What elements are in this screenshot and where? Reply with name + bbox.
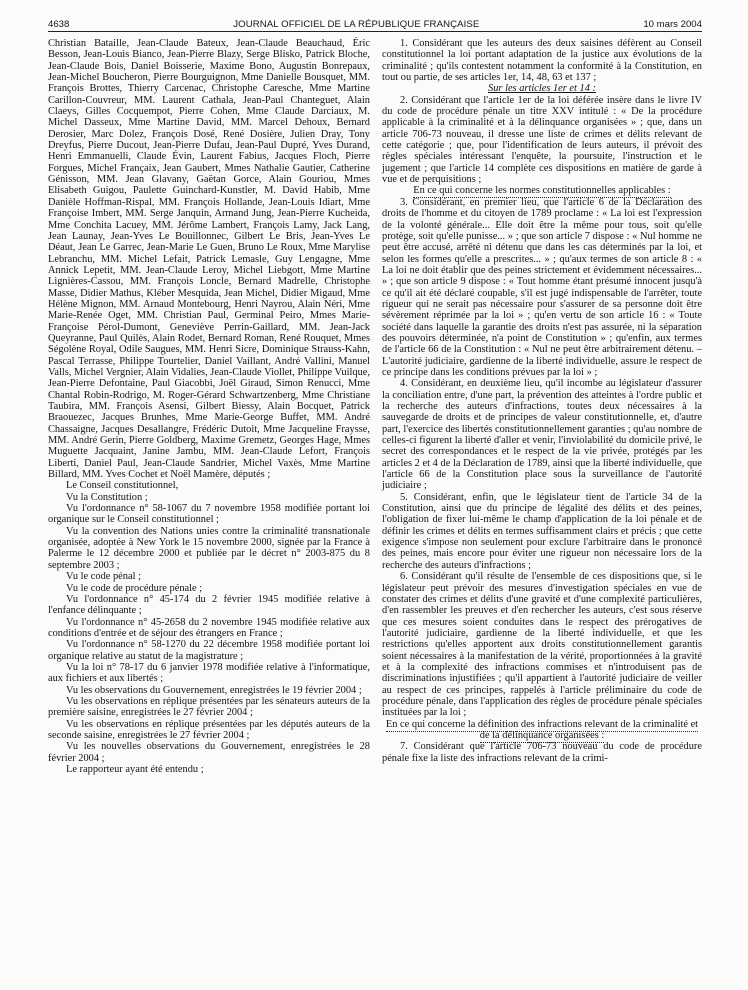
right-column bbox=[382, 38, 702, 764]
visa-line: Vu l'ordonnance n° 45-2658 du 2 novembre 1945 modifiée relative aux conditions d'entrée et de séjour des étrangers en France ; bbox=[48, 616, 370, 639]
visa-line: Vu le code pénal ; bbox=[66, 571, 141, 583]
signatories-list: Christian Bataille, Jean-Claude Bateux, Jean-Claude Beauchaud, Éric Besson, Jean-Louis Bianco, Jean-Pierre Blazy, Serge Blisko, Patrick Bloche, Jean-Claude Bois, Daniel Boisserie, Maxime Bono, Augustin Bonrepaux, Jean-Michel Boucheron, Pierre Bourguignon, Mme Danielle Bousquet, MM. François Brottes, Thierry Carcenac, Christophe Caresche, Mme Martine Carillon-Couvreur, MM. Laurent Cathala, Jean-Paul Chanteguet, Alain Claeys, Gilles Cocquempot, Pierre Cohen, Mme Claude Darciaux, M. Michel Dasseux, Mme Martine David, MM. Marcel Dehoux, Bernard Derosier, Marc Dolez, François Dosé, René Dosière, Julien Dray, Tony Dreyfus, Pierre Ducout, Jean-Pierre Dufau, Jean-Paul Dupré, Yves Durand, Henri Emmanuelli, Claude Évin, Laurent Fabius, Jacques Floch, Pierre Forgues, Michel Françaix, Jean Gaubert, Mmes Nathalie Gautier, Catherine Génisson, MM. Jean Glavany, Gaëtan Gorce, Alain Gouriou, Mmes Elisabeth Guigou, Paulette Guinchard-Kunstler, M. David Habib, Mme Danièle Hoffman-Rispal, MM. François Hollande, Jean-Louis Idiart, Mme Françoise Imbert, MM. Serge Janquin, Armand Jung, Jean-Pierre Kucheida, Mme Conchita Lacuey, MM. Jérôme Lambert, François Lamy, Jack Lang, Jean Launay, Jean-Yves Le Bouillonnec, Gilbert Le Bris, Jean-Yves Le Déaut, Jean Le Garrec, Jean-Marie Le Guen, Bruno Le Roux, Mme Marylise Lebranchu, MM. Michel Lefait, Patrick Lemasle, Guy Lengagne, Mme Annick Lepetit, MM. Jean-Claude Leroy, Michel Liebgott, Mme Martine Lignières-Cassou, MM. François Loncle, Bernard Madrelle, Christophe Masse, Didier Mathus, Kléber Mesquida, Jean Michel, Didier Migaud, Mme Hélène Mignon, MM. Arnaud Montebourg, Henri Nayrou, Alain Néri, Mme Marie-Renée Oget, MM. Christian Paul, Germinal Peiro, Mmes Marie-Françoise Pérol-Dumont, Geneviève Perrin-Gaillard, MM. Jean-Jack Queyranne, Paul Quilès, Alain Rodet, Bernard Roman, René Rouquet, Mmes Ségolène Royal, Odile Saugues, MM. Henri Sicre, Dominique Strauss-Kahn, Pascal Terrasse, Philippe Tourtelier, Daniel Vaillant, André Vallini, Manuel Valls, Michel Vergnier, Alain Vidalies, Jean-Claude Viollet, Philippe Vuilque, Jean-Pierre Defontaine, Paul Giacobbi, Joël Giraud, Simon Renucci, Mme Chantal Robin-Rodrigo, M. Roger-Gérard Schwartzenberg, Mme Christiane Taubira, MM. François Asensi, Gilbert Biessy, Alain Bocquet, Patrick Braouezec, Jacques Brunhes, Mme Marie-George Buffet, MM. André Chassaigne, Jacques Desallangre, Frédéric Dutoit, Mme Jacqueline Fraysse, MM. André Gerin, Pierre Goldberg, Maxime Gremetz, Georges Hage, Mmes Muguette Jacquaint, Janine Jambu, MM. Jean-Claude Lefort, François Liberti, Daniel Paul, Jean-Claude Sandrier, Michel Vaxès, Mme Martine Billard, MM. Yves Cochet et Noël Mamère, députés ; bbox=[48, 38, 370, 481]
page-header bbox=[48, 10, 702, 30]
journal-title: JOURNAL OFFICIEL DE LA RÉPUBLIQUE FRANÇAISE bbox=[233, 19, 480, 30]
considerant-5: 5. Considérant, enfin, que le législateur tient de l'article 34 de la Constitution, ainsi que du principe de légalité des délits et des peines, l'obligation de fixer lui-même le champ d'application de la loi pénale et de définir les crimes et délits en termes suffisamment clairs et précis ; que cette exigence s'impose non seulement pour exclure l'arbitraire dans le prononcé des peines, mais encore pour éviter une rigueur non nécessaire lors de la recherche des auteurs d'infractions ; bbox=[382, 491, 702, 571]
visa-line: Vu les nouvelles observations du Gouvernement, enregistrées le 28 février 2004 ; bbox=[48, 741, 370, 764]
visa-line: Vu les observations du Gouvernement, enregistrées le 19 février 2004 ; bbox=[66, 684, 362, 696]
visa-line: Vu la loi n° 78-17 du 6 janvier 1978 modifiée relative à l'informatique, aux fichiers et aux libertés ; bbox=[48, 661, 370, 685]
section-heading-definition: En ce qui concerne la définition des infractions relevant de la criminalité et de la délinquance organisées : bbox=[385, 718, 699, 741]
visa-line: Vu les observations en réplique présentées par les sénateurs auteurs de la première saisine, enregistrées le 27 février 2004 ; bbox=[48, 695, 370, 719]
visa-line: Le Conseil constitutionnel, bbox=[66, 480, 179, 492]
visa-line: Vu l'ordonnance n° 45-174 du 2 février 1945 modifiée relative à l'enfance délinquante ; bbox=[48, 593, 370, 617]
publication-date: 10 mars 2004 bbox=[643, 19, 702, 30]
considerant-1: 1. Considérant que les auteurs des deux saisines défèrent au Conseil constitutionnel la loi portant adaptation de la justice aux évolutions de la criminalité ; qu'ils contestent notamment la conformité à la Constitution, en tout ou partie, de ses articles 1er, 14, 48, 63 et 137 ; bbox=[382, 38, 702, 84]
visa-line: Vu la Constitution ; bbox=[66, 491, 148, 503]
visa-line: Vu le code de procédure pénale ; bbox=[66, 582, 203, 594]
header-rule bbox=[48, 31, 702, 32]
visa-line: Vu les observations en réplique présentées par les députés auteurs de la seconde saisine, enregistrées le 27 février 2004 ; bbox=[48, 718, 370, 741]
subheading-articles: Sur les articles 1er et 14 : bbox=[488, 83, 596, 95]
considerant-7: 7. Considérant que l'article 706-73 nouveau du code de procédure pénale fixe la liste des infractions relevant de la crimi- bbox=[382, 741, 702, 764]
considerant-6: 6. Considérant qu'il résulte de l'ensemble de ces dispositions que, si le législateur peut prévoir des mesures d'investigation spéciales en vue de constater des crimes et délits d'une gravité et d'une complexité particulières, d'en rassembler les preuves et d'en rechercher les auteurs, c'est sous réserve que ces mesures soient conduites dans le respect des prérogatives de l'autorité judiciaire, gardienne de la liberté individuelle, et que les restrictions qu'elles apportent aux droits constitutionnellement garantis soient nécessaires à la manifestation de la vérité, proportionnées à la gravité et à la complexité des infractions commises et n'introduisent pas de discriminations injustifiées ; qu'il appartient à l'autorité judiciaire de veiller au respect de ces principes, rappelés à l'article préliminaire du code de procédure pénale, dans l'application des règles de procédure pénale spéciales instituées par la loi ; bbox=[382, 571, 702, 719]
considerant-2: 2. Considérant que l'article 1er de la loi déférée insère dans le livre IV du code de procédure pénale un titre XXV intitulé : « De la procédure applicable à la criminalité et à la délinquance organisées » ; que, dans un article 706-73 nouveau, il dresse une liste de crimes et délits relevant de cette catégorie ; que, pour l'identification de leurs auteurs, il prévoit des règles spéciales intéressant l'enquête, la poursuite, l'instruction et le jugement ; que l'article 14 complète ces dispositions en matière de garde à vue et de perquisitions ; bbox=[382, 94, 702, 186]
visa-line: Vu l'ordonnance n° 58-1270 du 22 décembre 1958 modifiée portant loi organique relative au statut de la magistrature ; bbox=[48, 639, 370, 662]
considerant-3: 3. Considérant, en premier lieu, que l'article 6 de la Déclaration des droits de l'homme et du citoyen de 1789 proclame : « La loi est l'expression de la volonté générale... Elle doit être la même pour tous, soit qu'elle protège, soit qu'elle punisse... » ; que son article 7 dispose : « Nul homme ne peut être accusé, arrêté ni détenu que dans les cas déterminés par la loi, et selon les formes qu'elle a prescrites... » ; qu'aux termes de son article 8 : « La loi ne doit établir que des peines strictement et évidemment nécessaires... » ; que son article 9 dispose : « Tout homme étant présumé innocent jusqu'à ce qu'il ait été déclaré coupable, s'il est jugé indispensable de l'arrêter, toute rigueur qui ne serait pas nécessaire pour s'assurer de sa personne doit être sévèrement réprimée par la loi » ; qu'en vertu de son article 16 : « Toute société dans laquelle la garantie des droits n'est pas assurée, ni la séparation des pouvoirs déterminée, n'a point de Constitution » ; qu'enfin, aux termes de l'article 66 de la Constitution : « Nul ne peut être arbitrairement détenu. – L'autorité judiciaire, gardienne de la liberté individuelle, assure le respect de ce principe dans les conditions prévues par la loi » ; bbox=[382, 196, 702, 378]
visa-line: Le rapporteur ayant été entendu ; bbox=[66, 764, 204, 775]
visa-line: Vu l'ordonnance n° 58-1067 du 7 novembre 1958 modifiée portant loi organique sur le Conseil constitutionnel ; bbox=[48, 503, 370, 526]
page-number: 4638 bbox=[48, 19, 70, 30]
left-column bbox=[48, 38, 370, 775]
section-heading-normes: En ce qui concerne les normes constitutionnelles applicables : bbox=[413, 185, 671, 197]
visa-line: Vu la convention des Nations unies contre la criminalité transnationale organisée, adoptée à New York le 15 novembre 2000, signée par la France à Palerme le 12 décembre 2000 et publiée par le décret n° 2003-875 du 8 septembre 2003 ; bbox=[48, 525, 370, 571]
considerant-4: 4. Considérant, en deuxième lieu, qu'il incombe au législateur d'assurer la conciliation entre, d'une part, la prévention des atteintes à l'ordre public et la recherche des auteurs d'infractions, toutes deux nécessaires à la sauvegarde de droits et de principes de valeur constitutionnelle, et, d'autre part, l'exercice des libertés constitutionnellement garanties ; qu'au nombre de celles-ci figurent la liberté d'aller et venir, l'inviolabilité du domicile privé, le secret des correspondances et le respect de la vie privée, protégés par les articles 2 et 4 de la Déclaration de 1789, ainsi que la liberté individuelle, que l'article 66 de la Constitution place sous la surveillance de l'autorité judiciaire ; bbox=[382, 378, 702, 492]
